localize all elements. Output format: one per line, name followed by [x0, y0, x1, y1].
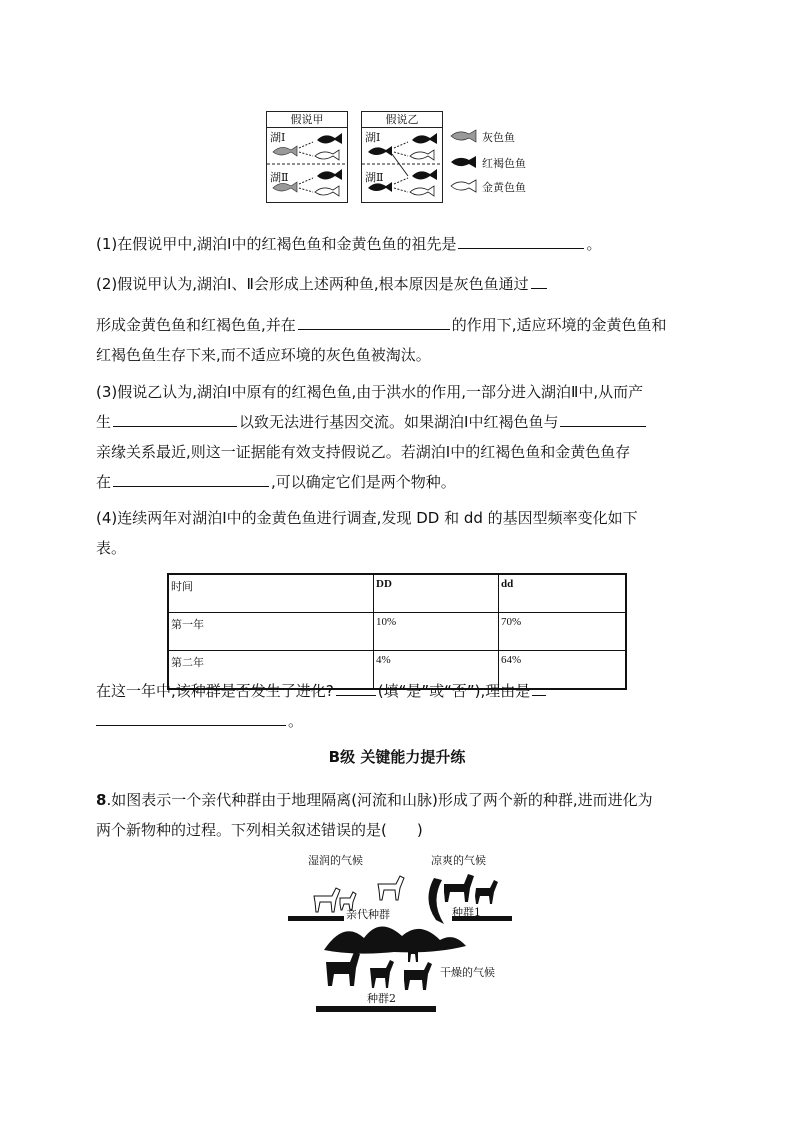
q3-line-2a-text: 生 — [96, 413, 112, 431]
population-2-label: 种群2 — [367, 992, 396, 1005]
q2-line-1-text: (2)假说甲认为,湖泊Ⅰ、Ⅱ会形成上述两种鱼,根本原因是灰色鱼通过 — [96, 275, 529, 293]
hypothesis-a-title: 假说甲 — [267, 112, 347, 128]
legend-gold-fish-label: 金黄色鱼 — [482, 181, 526, 194]
gray-fish-icon — [273, 182, 297, 192]
gold-fish-icon — [410, 150, 434, 160]
q3-answer-blank-2[interactable] — [560, 408, 646, 427]
red-brown-fish-icon — [412, 169, 437, 180]
legend-gray-fish-label: 灰色鱼 — [482, 131, 515, 144]
q3-line-4b-text: ,可以确定它们是两个物种。 — [271, 473, 456, 491]
question-4-followup — [96, 676, 716, 736]
hypothesis-a-diagram — [267, 112, 347, 202]
red-brown-fish-icon — [368, 146, 392, 156]
q4b-line-1b-text: (填“是”或“否”),理由是 — [377, 682, 531, 700]
speciation-illustration — [284, 850, 524, 1020]
lake-2-label: 湖Ⅱ — [365, 171, 384, 184]
lake-1-label: 湖Ⅰ — [270, 131, 286, 144]
q1-suffix: 。 — [586, 235, 602, 253]
parent-population-label: 亲代种群 — [346, 908, 390, 921]
hypothesis-a-panel — [266, 111, 348, 203]
q2-line-2a-text: 形成金黄色鱼和红褐色鱼,并在 — [96, 316, 296, 334]
table-header-cell: 时间 — [168, 574, 374, 613]
table-row — [168, 613, 626, 651]
table-cell: 4% — [374, 651, 499, 690]
q4b-answer-blank-1[interactable] — [336, 677, 376, 696]
cool-climate-label: 凉爽的气候 — [431, 854, 486, 867]
gray-fish-icon — [273, 146, 297, 156]
lake-2-label: 湖Ⅱ — [270, 171, 289, 184]
q4b-answer-blank-2[interactable] — [532, 677, 546, 696]
legend-gold-fish-icon — [449, 179, 479, 193]
q3-line-3-text: 亲缘关系最近,则这一证据能有效支持假说乙。若湖泊Ⅰ中的红褐色鱼和金黄色鱼存 — [96, 443, 631, 461]
section-title: B级 关键能力提升练 — [328, 748, 466, 766]
red-brown-fish-icon — [317, 133, 342, 144]
lake-1-label: 湖Ⅰ — [365, 131, 381, 144]
question-2-line-1 — [96, 269, 706, 299]
question-3 — [96, 377, 716, 497]
population-1-horse-icon — [444, 874, 498, 904]
q3-line-2b-text: 以致无法进行基因交流。如果湖泊Ⅰ中红褐色鱼与 — [239, 413, 559, 431]
red-brown-fish-icon — [317, 169, 342, 180]
legend-red-brown-fish-label: 红褐色鱼 — [482, 157, 526, 170]
gold-fish-icon — [315, 150, 339, 160]
table-header-cell: dd — [499, 574, 627, 613]
legend-red-brown-fish-icon — [449, 155, 479, 169]
genotype-frequency-table — [167, 573, 627, 690]
question-4 — [96, 503, 716, 563]
humid-climate-label: 湿润的气候 — [308, 854, 363, 867]
hypothesis-b-diagram — [362, 112, 442, 202]
red-brown-fish-icon — [368, 182, 392, 192]
q4b-line-1a-text: 在这一年中,该种群是否发生了进化? — [96, 682, 334, 700]
q4-line-2-text: 表。 — [96, 539, 127, 557]
mountain-range — [324, 926, 466, 953]
q8-line-1-text: .如图表示一个亲代种群由于地理隔离(河流和山脉)形成了两个新的种群,进而进化为 — [106, 791, 653, 809]
q3-line-4a-text: 在 — [96, 473, 112, 491]
table-cell: 70% — [499, 613, 627, 651]
red-brown-fish-icon — [412, 133, 437, 144]
gold-fish-icon — [410, 186, 434, 196]
dry-climate-label: 干燥的气候 — [440, 966, 495, 979]
q4-line-1-text: (4)连续两年对湖泊Ⅰ中的金黄色鱼进行调查,发现 DD 和 dd 的基因型频率变化如下 — [96, 509, 638, 527]
table-header-cell: DD — [374, 574, 499, 613]
question-2-body — [96, 310, 716, 370]
table-header-row — [168, 574, 626, 613]
q4b-answer-blank-3[interactable] — [96, 707, 286, 726]
q8-line-2-text: 两个新物种的过程。下列相关叙述错误的是( ) — [96, 821, 423, 839]
q2-answer-blank-1[interactable] — [531, 270, 547, 289]
q2-line-3-text: 红褐色鱼生存下来,而不适应环境的灰色鱼被淘汰。 — [96, 346, 431, 364]
table-cell: 第二年 — [168, 651, 374, 690]
hypothesis-b-title: 假说乙 — [362, 112, 442, 128]
q4b-line-2b-text: 。 — [288, 712, 304, 730]
q1-text: (1)在假说甲中,湖泊Ⅰ中的红褐色鱼和金黄色鱼的祖先是 — [96, 235, 457, 253]
q3-answer-blank-1[interactable] — [113, 408, 237, 427]
q1-answer-blank[interactable] — [458, 230, 584, 249]
q8-number: 8 — [96, 791, 107, 809]
gold-fish-icon — [315, 186, 339, 196]
hypothesis-b-panel — [361, 111, 443, 203]
q3-answer-blank-3[interactable] — [113, 468, 269, 487]
q2-line-2b-text: 的作用下,适应环境的金黄色鱼和 — [451, 316, 667, 334]
population-1-label: 种群1 — [452, 906, 481, 919]
q2-answer-blank-2[interactable] — [298, 311, 450, 330]
table-cell: 第一年 — [168, 613, 374, 651]
question-1 — [96, 229, 706, 259]
table-cell: 64% — [499, 651, 627, 690]
legend-gray-fish-icon — [449, 129, 479, 143]
question-8 — [96, 785, 716, 845]
q3-line-1-text: (3)假说乙认为,湖泊Ⅰ中原有的红褐色鱼,由于洪水的作用,一部分进入湖泊Ⅱ中,从而产 — [96, 383, 644, 401]
table-cell: 10% — [374, 613, 499, 651]
